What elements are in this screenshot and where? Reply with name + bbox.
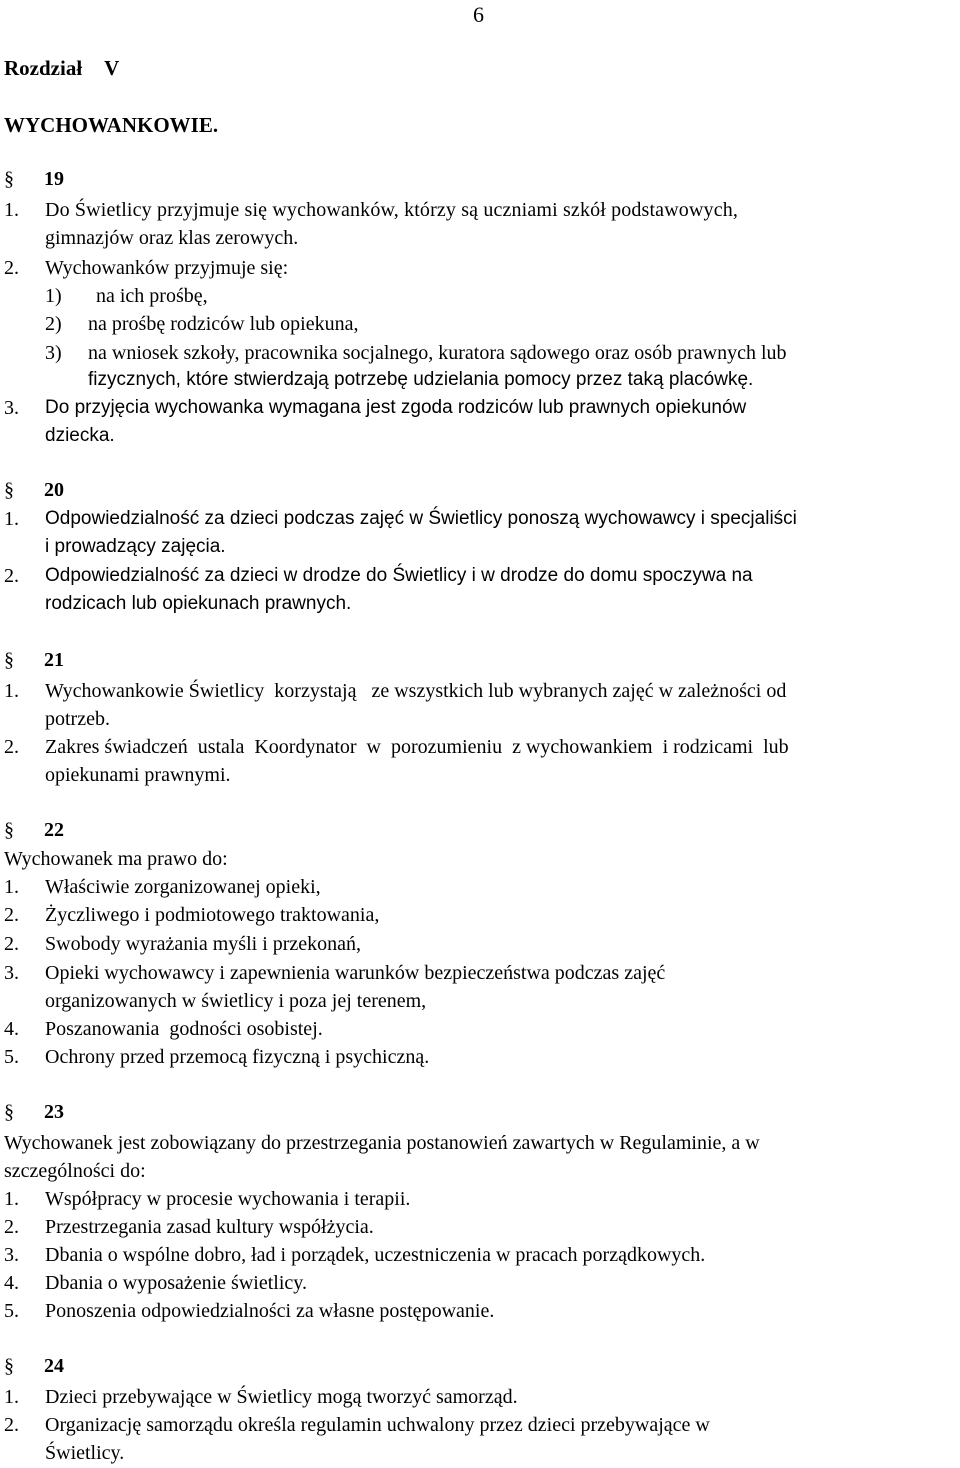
list-number: 2.	[4, 904, 19, 926]
list-number: 1.	[4, 1386, 19, 1408]
section-sign: §	[4, 1355, 14, 1377]
section-number: 19	[44, 168, 64, 190]
section-number: 20	[44, 479, 64, 501]
section-number: 24	[44, 1355, 64, 1377]
list-item-text: dziecka.	[45, 425, 115, 446]
list-number: 2.	[4, 933, 19, 955]
list-item-text: Ochrony przed przemocą fizyczną i psychiczną.	[45, 1046, 430, 1068]
list-item-text: Do przyjęcia wychowanka wymagana jest zgoda rodziców lub prawnych opiekunów	[45, 397, 747, 418]
list-item-text: Ponoszenia odpowiedzialności za własne postępowanie.	[45, 1300, 495, 1322]
chapter-number: V	[104, 56, 120, 80]
page-number: 6	[473, 2, 484, 27]
list-item-text: Dbania o wspólne dobro, ład i porządek, uczestniczenia w pracach porządkowych.	[45, 1244, 706, 1266]
list-item-text: Poszanowania godności osobistej.	[45, 1018, 323, 1040]
section-sign: §	[4, 819, 14, 841]
section-intro: szczególności do:	[4, 1160, 146, 1182]
sublist-number: 3)	[45, 342, 62, 364]
section-sign: §	[4, 649, 14, 671]
list-item-text: Swobody wyrażania myśli i przekonań,	[45, 933, 362, 955]
section-21-header	[4, 649, 64, 672]
chapter-label	[4, 56, 119, 81]
section-intro: Wychowanek ma prawo do:	[4, 848, 228, 870]
section-24-header	[4, 1355, 64, 1378]
list-item-text: Odpowiedzialność za dzieci podczas zajęć w Świetlicy ponoszą wychowawcy i specjaliści	[45, 508, 797, 529]
list-item-text: Życzliwego i podmiotowego traktowania,	[45, 904, 380, 926]
list-number: 3.	[4, 1244, 19, 1266]
list-number: 1.	[4, 876, 19, 898]
list-item-text: i prowadzący zajęcia.	[45, 536, 226, 557]
sublist-item-text: na prośbę rodziców lub opiekuna,	[88, 313, 359, 335]
sublist-item-text: fizycznych, które stwierdzają potrzebę udzielania pomocy przez taką placówkę.	[88, 369, 754, 390]
section-19-header	[4, 168, 64, 191]
sublist-item-text: na wniosek szkoły, pracownika socjalnego, kuratora sądowego oraz osób prawnych lub	[88, 342, 787, 364]
list-number: 2.	[4, 257, 19, 279]
list-item-text: Opieki wychowawcy i zapewnienia warunków bezpieczeństwa podczas zajęć	[45, 962, 666, 984]
list-item-text: Właściwie zorganizowanej opieki,	[45, 876, 321, 898]
list-item-text: rodzicach lub opiekunach prawnych.	[45, 593, 352, 614]
section-number: 22	[44, 819, 64, 841]
section-number: 21	[44, 649, 64, 671]
list-item-text: Wychowankowie Świetlicy korzystają ze wszystkich lub wybranych zajęć w zależności od	[45, 680, 787, 702]
list-item-text: gimnazjów oraz klas zerowych.	[45, 227, 299, 249]
section-sign: §	[4, 479, 14, 501]
list-number: 4.	[4, 1018, 19, 1040]
list-number: 2.	[4, 1414, 19, 1436]
list-item-text: Organizację samorządu określa regulamin uchwalony przez dzieci przebywające w	[45, 1414, 710, 1436]
section-intro: Wychowanek jest zobowiązany do przestrzegania postanowień zawartych w Regulaminie, a w	[4, 1132, 760, 1154]
chapter-title: WYCHOWANKOWIE.	[4, 113, 219, 137]
chapter-word: Rozdział	[4, 56, 83, 80]
list-item-text: organizowanych w świetlicy i poza jej terenem,	[45, 990, 427, 1012]
list-item-text: Świetlicy.	[45, 1442, 125, 1464]
list-number: 2.	[4, 1216, 19, 1238]
section-sign: §	[4, 1101, 14, 1123]
sublist-number: 2)	[45, 313, 62, 335]
list-number: 3.	[4, 962, 19, 984]
list-number: 3.	[4, 397, 19, 419]
section-sign: §	[4, 168, 14, 190]
list-item-text: Dbania o wyposażenie świetlicy.	[45, 1272, 307, 1294]
list-number: 5.	[4, 1046, 19, 1068]
list-item-text: Do Świetlicy przyjmuje się wychowanków, którzy są uczniami szkół podstawowych,	[45, 199, 739, 221]
list-item-text: Odpowiedzialność za dzieci w drodze do Świetlicy i w drodze do domu spoczywa na	[45, 565, 753, 586]
section-number: 23	[44, 1101, 64, 1123]
list-number: 1.	[4, 508, 19, 530]
sublist-item-text: na ich prośbę,	[96, 285, 208, 307]
list-item-text: potrzeb.	[45, 708, 110, 730]
list-item-text: Wychowanków przyjmuje się:	[45, 257, 289, 279]
list-item-text: Współpracy w procesie wychowania i terapii.	[45, 1188, 411, 1210]
section-22-header	[4, 819, 64, 842]
list-number: 4.	[4, 1272, 19, 1294]
list-number: 2.	[4, 565, 19, 587]
list-item-text: Zakres świadczeń ustala Koordynator w porozumieniu z wychowankiem i rodzicami lub	[45, 736, 789, 758]
list-number: 5.	[4, 1300, 19, 1322]
list-number: 1.	[4, 199, 19, 221]
list-item-text: Przestrzegania zasad kultury współżycia.	[45, 1216, 374, 1238]
sublist-number: 1)	[45, 285, 62, 307]
list-number: 1.	[4, 680, 19, 702]
section-20-header	[4, 479, 64, 502]
list-number: 2.	[4, 736, 19, 758]
list-item-text: opiekunami prawnymi.	[45, 764, 231, 786]
list-number: 1.	[4, 1188, 19, 1210]
section-23-header	[4, 1101, 64, 1124]
list-item-text: Dzieci przebywające w Świetlicy mogą tworzyć samorząd.	[45, 1386, 518, 1408]
